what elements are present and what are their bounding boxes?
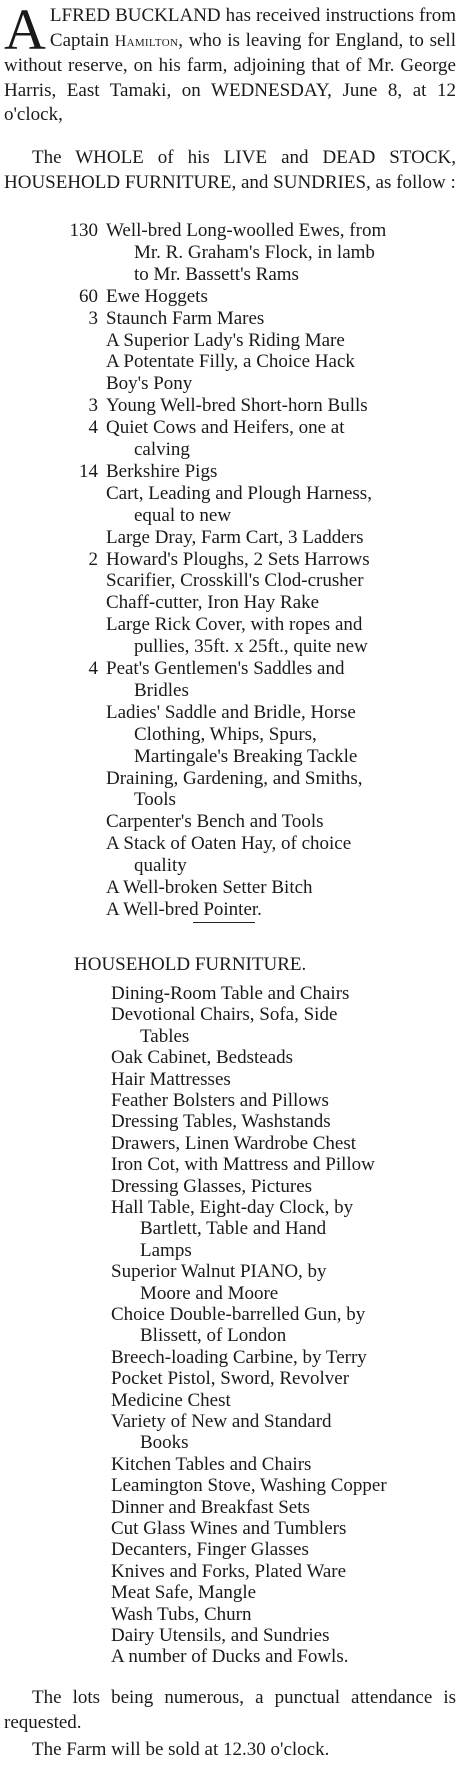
lot-item: Dairy Utensils, and Sundries: [111, 1625, 330, 1646]
lot-quantity: 130: [69, 220, 98, 241]
lot-item: Knives and Forks, Plated Ware: [111, 1560, 347, 1582]
lot-item: to Mr. Bassett's Rams: [134, 263, 299, 285]
lot-item: A Potentate Filly, a Choice Hack: [106, 351, 355, 373]
intro-text-start: LFRED BUCKLAND has received instructions from Captain: [49, 5, 456, 51]
lot-item: A Stack of Oaten Hay, of choice: [106, 833, 352, 855]
lot-item: A Superior Lady's Riding Mare: [106, 329, 345, 351]
lot-item: Martingale's Breaking Tackle: [134, 745, 358, 767]
lot-item: Quiet Cows and Heifers, one at: [106, 417, 345, 439]
lot-item: Drawers, Linen Wardrobe Chest: [111, 1132, 357, 1154]
lot-quantity: 3: [88, 395, 98, 417]
lot-item: Berkshire Pigs: [106, 460, 218, 482]
lot-item: Leamington Stove, Washing Copper: [111, 1475, 387, 1497]
lot-item: Bartlett, Table and Hand: [140, 1218, 327, 1240]
drop-cap: A: [4, 0, 46, 62]
lot-item: Peat's Gentlemen's Saddles and: [106, 658, 345, 679]
lot-item: Draining, Gardening, and Smiths,: [106, 767, 363, 789]
lot-quantity: 4: [88, 417, 98, 439]
lot-item: Medicine Chest: [111, 1389, 231, 1411]
lot-quantity: 2: [88, 548, 98, 570]
lot-item: Large Rick Cover, with ropes and: [106, 614, 363, 636]
lot-item: Bridles: [134, 679, 189, 701]
lot-item: Superior Walnut PIANO, by: [111, 1261, 327, 1283]
lot-quantity: 4: [88, 658, 98, 679]
lot-item: Boy's Pony: [106, 373, 193, 395]
lot-item: Decanters, Finger Glasses: [111, 1539, 309, 1561]
stock-heading: The WHOLE of his LIVE and DEAD STOCK, HOUSEHOLD FURNITURE, and SUNDRIES, as follow :: [4, 147, 456, 193]
lot-item: Staunch Farm Mares: [106, 307, 265, 329]
lot-item: Wash Tubs, Churn: [111, 1603, 252, 1625]
lot-item: Kitchen Tables and Chairs: [111, 1453, 312, 1475]
lot-item: Blissett, of London: [140, 1325, 287, 1347]
lot-item: Ewe Hoggets: [106, 285, 208, 307]
lot-item: Lamps: [140, 1239, 192, 1261]
lot-item: Dressing Tables, Washstands: [111, 1111, 331, 1133]
lot-item: Howard's Ploughs, 2 Sets Harrows: [106, 548, 370, 570]
furniture-heading: HOUSEHOLD FURNITURE.: [74, 954, 307, 975]
lot-quantity: 14: [79, 460, 98, 482]
closing-note: The lots being numerous, a punctual attendance is requested.: [4, 1687, 456, 1733]
lot-item: Clothing, Whips, Spurs,: [134, 723, 317, 745]
lot-item: A Well-bred Pointer.: [106, 898, 262, 920]
lot-item: Books: [140, 1432, 189, 1454]
lot-item: Cart, Leading and Plough Harness,: [106, 482, 372, 504]
lot-item: Meat Safe, Mangle: [111, 1582, 257, 1604]
lot-item: Devotional Chairs, Sofa, Side: [111, 1004, 338, 1026]
lot-item: Breech-loading Carbine, by Terry: [111, 1346, 367, 1368]
section-divider: [193, 922, 255, 923]
lot-item: Young Well-bred Short-horn Bulls: [106, 395, 368, 417]
lot-quantity: 60: [79, 285, 98, 307]
lot-item: A number of Ducks and Fowls.: [111, 1646, 349, 1668]
lot-item: Feather Bolsters and Pillows: [111, 1090, 329, 1111]
intro-paragraph: [4, 0, 456, 128]
lot-item: Hair Mattresses: [111, 1068, 231, 1090]
lot-item: Dinner and Breakfast Sets: [111, 1496, 310, 1518]
lot-item: Iron Cot, with Mattress and Pillow: [111, 1154, 375, 1176]
lot-item: Tools: [134, 789, 176, 811]
lot-item: quality: [134, 855, 187, 877]
lot-item: Hall Table, Eight-day Clock, by: [111, 1197, 354, 1218]
lot-item: A Well-broken Setter Bitch: [106, 877, 313, 898]
lot-item: Mr. R. Graham's Flock, in lamb: [134, 241, 375, 263]
lot-item: Moore and Moore: [140, 1282, 279, 1304]
lot-item: pullies, 35ft. x 25ft., quite new: [134, 636, 368, 658]
captain-name: Hamilton: [114, 32, 179, 50]
lot-item: Variety of New and Standard: [111, 1411, 332, 1432]
lot-item: Choice Double-barrelled Gun, by: [111, 1304, 366, 1325]
lot-item: Scarifier, Crosskill's Clod-crusher: [106, 570, 364, 592]
lot-item: Oak Cabinet, Bedsteads: [111, 1047, 294, 1069]
intro-text-end: , who is leaving for England, to sell without reserve, on his farm, adjoining that of Mr. George Harris, East Tamaki, on WEDNESDAY, June 8, at 12 o'clock,: [4, 29, 456, 125]
farm-sale-note: The Farm will be sold at 12.30 o'clock.: [32, 1739, 330, 1760]
lot-item: equal to new: [134, 504, 232, 526]
lot-item: Ladies' Saddle and Bridle, Horse: [106, 701, 356, 723]
lot-item: Chaff-cutter, Iron Hay Rake: [106, 592, 320, 614]
lot-item: Cut Glass Wines and Tumblers: [111, 1518, 347, 1539]
lot-item: calving: [134, 439, 190, 460]
lot-item: Dressing Glasses, Pictures: [111, 1175, 313, 1197]
lot-item: Large Dray, Farm Cart, 3 Ladders: [106, 526, 364, 548]
lot-item: Tables: [140, 1025, 190, 1047]
lot-item: Dining-Room Table and Chairs: [111, 983, 350, 1004]
lot-item: Carpenter's Bench and Tools: [106, 811, 324, 833]
lot-item: Well-bred Long-woolled Ewes, from: [106, 220, 387, 241]
lot-quantity: 3: [88, 307, 98, 329]
lot-item: Pocket Pistol, Sword, Revolver: [111, 1368, 350, 1390]
